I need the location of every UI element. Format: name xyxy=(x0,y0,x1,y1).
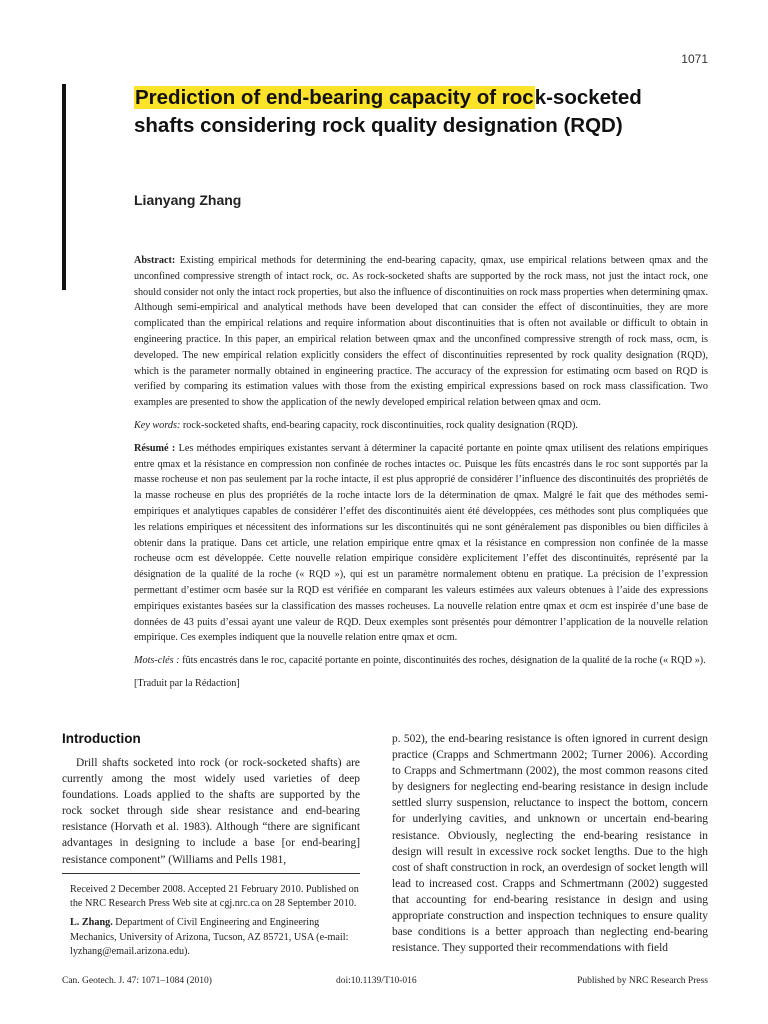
keywords-text: rock-socketed shafts, end-bearing capacity, rock discontinuities, rock quality designation (RQD). xyxy=(182,419,578,431)
front-matter xyxy=(134,253,708,692)
intro-right-column: p. 502), the end-bearing resistance is often ignored in current design practice (Crapps and Schmertmann 2002; Turner 2006). According to Crapps and Schmertmann (2002), the most common reasons cited by designers for neglecting end-bearing resistance in design include settled slurry suspension, reluctance to inspect the bottom, concern for underlying cavities, and unknown or uncertain end-bearing resistance. Obviously, neglecting the end-bearing resistance in design will result in excessive rock socket lengths. Due to the high cost of shaft construction in rock, an overdesign of socket length will lead to increased cost. Crapps and Schmertmann (2002) suggested that accounting for end-bearing resistance in design and using appropriate construction and inspection techniques to ensure quality base conditions is a better approach than neglecting end-bearing resistance. They supported their recommendations with field xyxy=(392,733,708,955)
abstract-label: Abstract: xyxy=(134,255,176,266)
footnote-box xyxy=(62,873,360,959)
doi: doi:10.1139/T10-016 xyxy=(336,976,417,986)
resume-text: Les méthodes empiriques existantes servant à déterminer la capacité portante en pointe qmax utilisent des relations empiriques entre qmax et la résistance en compression non confinée de roches intactes σc. Puisque les fûts encastrés dans le roc sont supportés par la masse rocheuse et non pas seulement par la roche intacte, il est plus approprié de considérer l’influence des discontinuités des propriétés de la masse rocheuse en plus des propriétés de la roche intacte lors de la détermination de qmax. Malgré le fait que des méthodes semi-empiriques et analytiques capables de considérer l’effet des discontinuités aient été développées, ces méthodes sont plus compliquées que les relations empiriques et nécessitent des informations sur les discontinuités qui ne sont généralement pas disponibles ou bien difficiles à obtenir dans la pratique. Dans cet article, une relation empirique entre qmax et la résistance en compression non confinée de la masse rocheuse σcm est développée. Cette nouvelle relation empirique considère explicitement l’effet des discontinuités, représenté par la désignation de la qualité de la roche (« RQD »), qui est un paramètre normalement obtenu en pratique. La précision de l’expression permettant d’estimer σcm basée sur la RQD est vérifiée en comparant les valeurs estimées aux valeurs obtenues à l’aide des expressions empiriques existantes basées sur la classification des masses rocheuses. La nouvelle relation entre qmax et σcm est inspirée d’une base de données de 43 puits d’essai ayant une valeur de RQD. Deux exemples sont présentés pour démontrer l’application de la nouvelle relation empirique. Ces exemples indiquent que la nouvelle relation entre qmax et σcm. xyxy=(134,442,708,644)
journal-citation: Can. Geotech. J. 47: 1071–1084 (2010) xyxy=(62,976,212,986)
resume-label: Résumé : xyxy=(134,442,176,454)
abstract-text: Existing empirical methods for determining the end-bearing capacity, qmax, use empirical relations between qmax and the unconfined compressive strength of intact rock, σc. As rock-socketed shafts are supported by the rock mass, not just the intact rock, one should consider not only the intact rock properties, but also the influence of discontinuities on rock mass properties when determining qmax. Although semi-empirical and analytical methods have been developed that can consider the effect of discontinuities, they are more complicated than the empirical relations and require information about discontinuities that is often not available or difficult to obtain in engineering practice. In this paper, an empirical relation between qmax and the unconfined compressive strength of rock mass, σcm, is developed. The new empirical relation explicitly considers the effect of discontinuities represented by rock quality designation (RQD), which is the parameter normally obtained in engineering practice. The accuracy of the expression for estimating σcm based on RQD is verified by comparing its estimation values with those from the existing empirical expressions based on rock mass classification. Two examples are presented to show the application of the newly developed empirical relation between qmax and σcm. xyxy=(134,255,708,409)
mots-cles xyxy=(134,653,708,669)
title-rest: k-socketed shafts considering rock quality designation (RQD) xyxy=(134,86,642,137)
abstract xyxy=(134,253,708,411)
keywords-label: Key words: xyxy=(134,419,181,431)
received-note: Received 2 December 2008. Accepted 21 February 2010. Published on the NRC Research Press Web site at cgj.nrc.ca on 28 September 2010. xyxy=(70,884,359,910)
translation-note: [Traduit par la Rédaction] xyxy=(134,677,240,689)
affiliation-name: L. Zhang. xyxy=(70,917,113,929)
author-name: Lianyang Zhang xyxy=(134,192,242,208)
affiliation-note xyxy=(70,916,360,959)
page-number: 1071 xyxy=(681,52,708,66)
mots-cles-text: fûts encastrés dans le roc, capacité portante en pointe, discontinuités des roches, désignation de la qualité de la roche (« RQD »). xyxy=(182,655,706,667)
mots-cles-label: Mots-clés : xyxy=(134,655,180,667)
section-heading: Introduction xyxy=(62,731,141,746)
keywords xyxy=(134,418,708,434)
affiliation-text: Department of Civil Engineering and Engineering Mechanics, University of Arizona, Tucson, AZ 85721, USA (e-mail: lyzhang@email.arizona.edu). xyxy=(70,917,349,957)
title-highlighted-part: Prediction of end-bearing capacity of roc xyxy=(135,86,534,109)
title-rule xyxy=(62,84,66,290)
article-title xyxy=(134,84,694,140)
publisher: Published by NRC Research Press xyxy=(577,976,708,986)
intro-left-column: Drill shafts socketed into rock (or rock-socketed shafts) are currently among the most widely used varieties of deep foundations. Loads applied to the shafts are supported by the rock socket through side shear resistance and end-bearing resistance (Horvath et al. 1983). Although “there are significant advantages in designing to include a base [or end-bearing] resistance component” (Williams and Pells 1981, xyxy=(62,757,360,866)
resume xyxy=(134,441,708,646)
